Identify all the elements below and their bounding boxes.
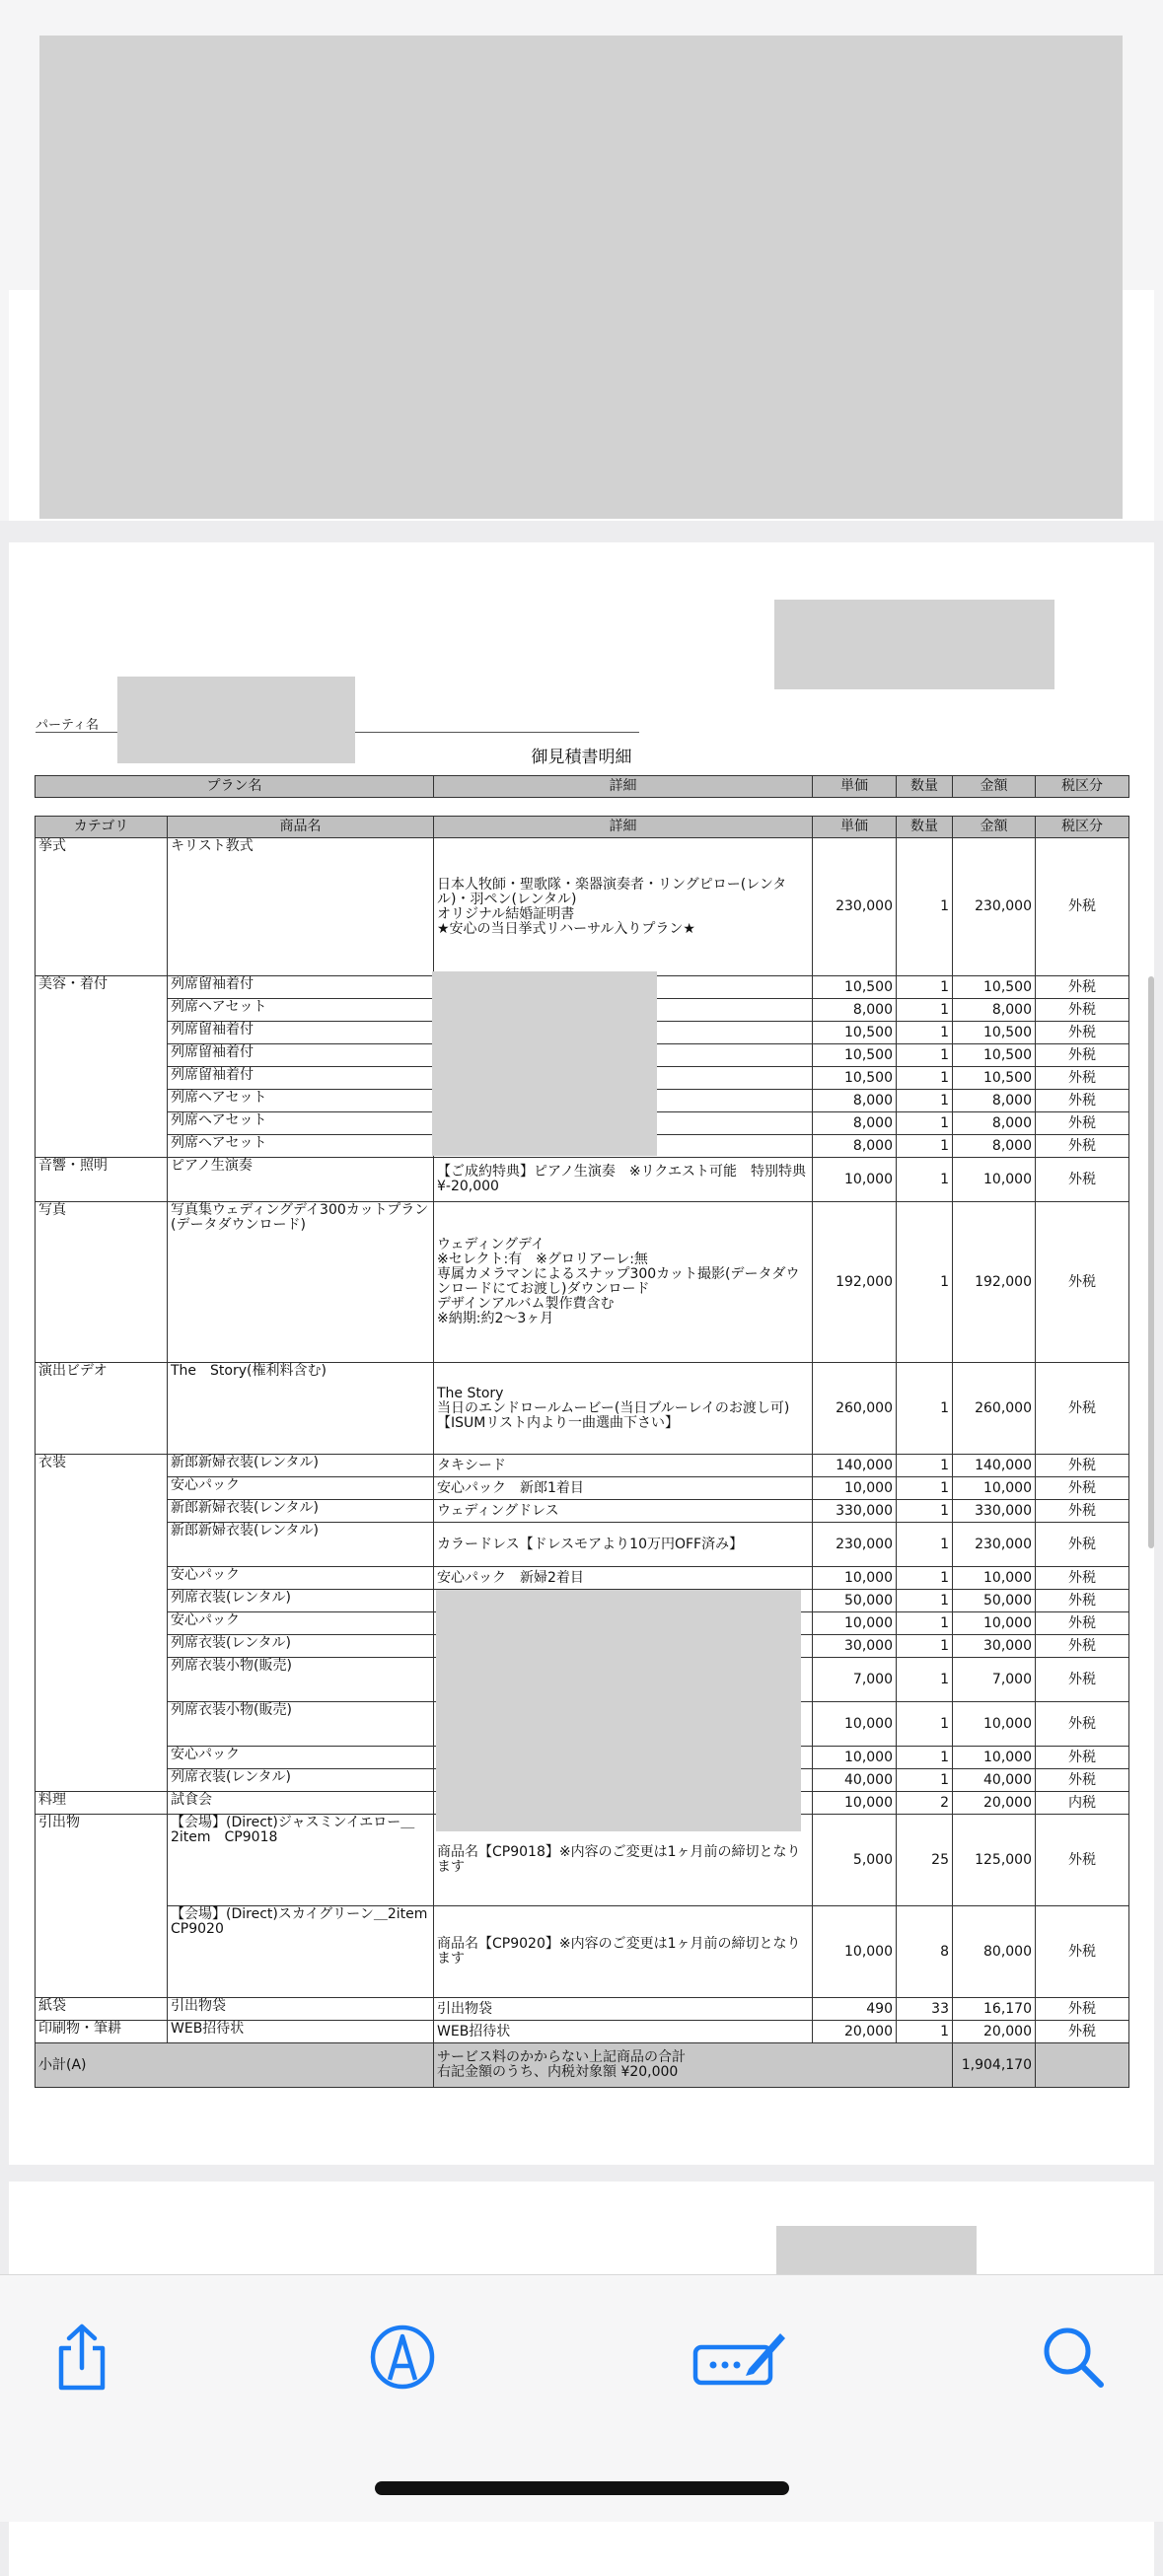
quantity-cell: 1 bbox=[897, 1022, 953, 1044]
item-header-cell: 税区分 bbox=[1036, 817, 1129, 838]
product-name-cell: キリスト教式 bbox=[168, 838, 434, 976]
unit-price-cell: 140,000 bbox=[813, 1455, 897, 1477]
product-name-cell: 写真集ウェディングデイ300カットプラン(データダウンロード) bbox=[168, 1202, 434, 1363]
amount-cell: 230,000 bbox=[953, 1523, 1036, 1567]
category-cell: 料理 bbox=[36, 1792, 168, 1815]
unit-price-cell: 20,000 bbox=[813, 2021, 897, 2043]
tax-class-cell: 外税 bbox=[1036, 1658, 1129, 1702]
unit-price-cell: 260,000 bbox=[813, 1363, 897, 1455]
unit-price-cell: 10,000 bbox=[813, 1747, 897, 1769]
quantity-cell: 1 bbox=[897, 1658, 953, 1702]
unit-price-cell: 10,000 bbox=[813, 1158, 897, 1202]
category-cell: 挙式 bbox=[36, 838, 168, 976]
quantity-cell: 1 bbox=[897, 1455, 953, 1477]
quantity-cell: 1 bbox=[897, 1044, 953, 1067]
tax-class-cell: 外税 bbox=[1036, 1747, 1129, 1769]
unit-price-cell: 50,000 bbox=[813, 1590, 897, 1612]
scrollbar[interactable] bbox=[1148, 976, 1154, 1548]
amount-cell: 8,000 bbox=[953, 1090, 1036, 1112]
amount-cell: 10,500 bbox=[953, 1067, 1036, 1090]
tax-class-cell: 外税 bbox=[1036, 1612, 1129, 1635]
unit-price-cell: 10,000 bbox=[813, 1477, 897, 1500]
table-row bbox=[36, 1567, 1129, 1590]
tax-class-cell: 外税 bbox=[1036, 1702, 1129, 1747]
quantity-cell: 2 bbox=[897, 1792, 953, 1815]
product-name-cell: 列席留袖着付 bbox=[168, 1044, 434, 1067]
share-icon[interactable] bbox=[42, 2318, 121, 2397]
quantity-cell: 1 bbox=[897, 1567, 953, 1590]
amount-cell: 80,000 bbox=[953, 1906, 1036, 1998]
tax-class-cell: 外税 bbox=[1036, 999, 1129, 1022]
item-header-cell: 商品名 bbox=[168, 817, 434, 838]
amount-cell: 10,000 bbox=[953, 1158, 1036, 1202]
category-cell: 演出ビデオ bbox=[36, 1363, 168, 1455]
tax-class-cell: 内税 bbox=[1036, 1792, 1129, 1815]
tax-class-cell: 外税 bbox=[1036, 1500, 1129, 1523]
quantity-cell: 1 bbox=[897, 1612, 953, 1635]
unit-price-cell: 10,000 bbox=[813, 1792, 897, 1815]
product-name-cell: 安心パック bbox=[168, 1567, 434, 1590]
amount-cell: 10,000 bbox=[953, 1567, 1036, 1590]
document-title: 御見積書明細 bbox=[531, 748, 632, 767]
unit-price-cell: 230,000 bbox=[813, 838, 897, 976]
amount-cell: 10,000 bbox=[953, 1477, 1036, 1500]
amount-cell: 10,000 bbox=[953, 1612, 1036, 1635]
quantity-cell: 1 bbox=[897, 1477, 953, 1500]
plan-header-cell: 税区分 bbox=[1036, 776, 1129, 798]
amount-cell: 260,000 bbox=[953, 1363, 1036, 1455]
product-name-cell: 安心パック bbox=[168, 1747, 434, 1769]
unit-price-cell: 10,500 bbox=[813, 1067, 897, 1090]
quantity-cell: 1 bbox=[897, 1112, 953, 1135]
search-icon[interactable] bbox=[1034, 2318, 1113, 2397]
tax-class-cell: 外税 bbox=[1036, 2021, 1129, 2043]
tax-class-cell: 外税 bbox=[1036, 1067, 1129, 1090]
table-row bbox=[36, 1158, 1129, 1202]
amount-cell: 125,000 bbox=[953, 1815, 1036, 1906]
table-row bbox=[36, 1500, 1129, 1523]
amount-cell: 40,000 bbox=[953, 1769, 1036, 1792]
detail-cell: 商品名【CP9018】※内容のご変更は1ヶ月前の締切となります bbox=[434, 1815, 813, 1906]
tax-class-cell: 外税 bbox=[1036, 1523, 1129, 1567]
table-row bbox=[36, 1523, 1129, 1567]
product-name-cell: WEB招待状 bbox=[168, 2021, 434, 2043]
detail-cell: ウェディングデイ ※セレクト:有 ※グロリアーレ:無 専属カメラマンによるスナップ300カット撮影(データダウンロードにてお渡し)ダウンロード デザインアルバム製作費含む ※納期:約2〜3ヶ月 bbox=[434, 1202, 813, 1363]
tax-class-cell: 外税 bbox=[1036, 1769, 1129, 1792]
plan-header-cell: プラン名 bbox=[36, 776, 434, 798]
unit-price-cell: 7,000 bbox=[813, 1658, 897, 1702]
tax-class-cell: 外税 bbox=[1036, 1635, 1129, 1658]
product-name-cell: 新郎新婦衣装(レンタル) bbox=[168, 1500, 434, 1523]
category-cell: 引出物 bbox=[36, 1815, 168, 1998]
subtotal-amount: 1,904,170 bbox=[953, 2043, 1036, 2088]
amount-cell: 16,170 bbox=[953, 1998, 1036, 2021]
product-name-cell: 安心パック bbox=[168, 1477, 434, 1500]
unit-price-cell: 490 bbox=[813, 1998, 897, 2021]
product-name-cell: 列席衣装小物(販売) bbox=[168, 1658, 434, 1702]
quantity-cell: 1 bbox=[897, 1202, 953, 1363]
detail-cell: 安心パック 新郎1着目 bbox=[434, 1477, 813, 1500]
unit-price-cell: 192,000 bbox=[813, 1202, 897, 1363]
unit-price-cell: 5,000 bbox=[813, 1815, 897, 1906]
unit-price-cell: 230,000 bbox=[813, 1523, 897, 1567]
unit-price-cell: 40,000 bbox=[813, 1769, 897, 1792]
product-name-cell: 列席衣装(レンタル) bbox=[168, 1769, 434, 1792]
quantity-cell: 1 bbox=[897, 1590, 953, 1612]
product-name-cell: 列席ヘアセット bbox=[168, 1112, 434, 1135]
quantity-cell: 33 bbox=[897, 1998, 953, 2021]
tax-class-cell: 外税 bbox=[1036, 1815, 1129, 1906]
unit-price-cell: 10,000 bbox=[813, 1906, 897, 1998]
unit-price-cell: 10,500 bbox=[813, 1022, 897, 1044]
product-name-cell: 【会場】(Direct)スカイグリーン＿2item CP9020 bbox=[168, 1906, 434, 1998]
amount-cell: 20,000 bbox=[953, 2021, 1036, 2043]
product-name-cell: 列席留袖着付 bbox=[168, 976, 434, 999]
tax-class-cell: 外税 bbox=[1036, 1455, 1129, 1477]
quantity-cell: 1 bbox=[897, 1635, 953, 1658]
plan-header-table bbox=[35, 775, 1129, 798]
amount-cell: 192,000 bbox=[953, 1202, 1036, 1363]
detail-cell: The Story 当日のエンドロールムービー(当日ブルーレイのお渡し可) 【ISUMリスト内より一曲選曲下さい】 bbox=[434, 1363, 813, 1455]
amount-cell: 20,000 bbox=[953, 1792, 1036, 1815]
tax-class-cell: 外税 bbox=[1036, 838, 1129, 976]
unit-price-cell: 10,500 bbox=[813, 976, 897, 999]
category-cell: 紙袋 bbox=[36, 1998, 168, 2021]
category-cell: 印刷物・筆耕 bbox=[36, 2021, 168, 2043]
quantity-cell: 1 bbox=[897, 1523, 953, 1567]
tax-class-cell: 外税 bbox=[1036, 1022, 1129, 1044]
tax-class-cell: 外税 bbox=[1036, 1363, 1129, 1455]
markup-icon[interactable] bbox=[363, 2318, 442, 2397]
unit-price-cell: 10,000 bbox=[813, 1567, 897, 1590]
detail-cell: ウェディングドレス bbox=[434, 1500, 813, 1523]
product-name-cell: 新郎新婦衣装(レンタル) bbox=[168, 1455, 434, 1477]
product-name-cell: The Story(権利料含む) bbox=[168, 1363, 434, 1455]
signature-icon[interactable] bbox=[691, 2318, 789, 2397]
previous-page bbox=[0, 0, 1163, 521]
quantity-cell: 1 bbox=[897, 1135, 953, 1158]
amount-cell: 10,000 bbox=[953, 1702, 1036, 1747]
detail-cell: タキシード bbox=[434, 1455, 813, 1477]
amount-cell: 10,500 bbox=[953, 976, 1036, 999]
quantity-cell: 1 bbox=[897, 999, 953, 1022]
quantity-cell: 25 bbox=[897, 1815, 953, 1906]
unit-price-cell: 8,000 bbox=[813, 999, 897, 1022]
product-name-cell: 【会場】(Direct)ジャスミンイエロー＿2item CP9018 bbox=[168, 1815, 434, 1906]
amount-cell: 140,000 bbox=[953, 1455, 1036, 1477]
item-header-cell: 単価 bbox=[813, 817, 897, 838]
product-name-cell: 列席ヘアセット bbox=[168, 1090, 434, 1112]
quantity-cell: 1 bbox=[897, 1702, 953, 1747]
category-cell: 衣装 bbox=[36, 1455, 168, 1792]
subtotal-row bbox=[36, 2043, 1129, 2088]
unit-price-cell: 8,000 bbox=[813, 1135, 897, 1158]
amount-cell: 10,500 bbox=[953, 1022, 1036, 1044]
product-name-cell: 引出物袋 bbox=[168, 1998, 434, 2021]
detail-cell: 日本人牧師・聖歌隊・楽器演奏者・リングピロー(レンタル)・羽ペン(レンタル) オリジナル結婚証明書 ★安心の当日挙式リハーサル入りプラン★ bbox=[434, 838, 813, 976]
amount-cell: 330,000 bbox=[953, 1500, 1036, 1523]
quantity-cell: 1 bbox=[897, 1090, 953, 1112]
product-name-cell: 列席衣装小物(販売) bbox=[168, 1702, 434, 1747]
unit-price-cell: 330,000 bbox=[813, 1500, 897, 1523]
tax-class-cell: 外税 bbox=[1036, 1158, 1129, 1202]
quantity-cell: 8 bbox=[897, 1906, 953, 1998]
amount-cell: 50,000 bbox=[953, 1590, 1036, 1612]
tax-class-cell: 外税 bbox=[1036, 1135, 1129, 1158]
amount-cell: 10,000 bbox=[953, 1747, 1036, 1769]
quantity-cell: 1 bbox=[897, 976, 953, 999]
amount-cell: 7,000 bbox=[953, 1658, 1036, 1702]
estimate-page bbox=[9, 542, 1154, 2165]
product-name-cell: ピアノ生演奏 bbox=[168, 1158, 434, 1202]
quantity-cell: 1 bbox=[897, 1363, 953, 1455]
table-row bbox=[36, 1906, 1129, 1998]
home-indicator[interactable] bbox=[375, 2481, 789, 2495]
product-name-cell: 新郎新婦衣装(レンタル) bbox=[168, 1523, 434, 1567]
redacted-block bbox=[436, 1590, 801, 1831]
item-header-cell: 数量 bbox=[897, 817, 953, 838]
category-cell: 音響・照明 bbox=[36, 1158, 168, 1202]
product-name-cell: 列席ヘアセット bbox=[168, 1135, 434, 1158]
product-name-cell: 列席衣装(レンタル) bbox=[168, 1635, 434, 1658]
unit-price-cell: 10,000 bbox=[813, 1702, 897, 1747]
category-cell: 写真 bbox=[36, 1202, 168, 1363]
amount-cell: 8,000 bbox=[953, 1112, 1036, 1135]
tax-class-cell: 外税 bbox=[1036, 1044, 1129, 1067]
plan-header-cell: 数量 bbox=[897, 776, 953, 798]
amount-cell: 230,000 bbox=[953, 838, 1036, 976]
tax-class-cell: 外税 bbox=[1036, 1112, 1129, 1135]
subtotal-tax-cell bbox=[1036, 2043, 1129, 2088]
unit-price-cell: 8,000 bbox=[813, 1090, 897, 1112]
subtotal-label: 小計(A) bbox=[36, 2043, 434, 2088]
tax-class-cell: 外税 bbox=[1036, 976, 1129, 999]
tax-class-cell: 外税 bbox=[1036, 1906, 1129, 1998]
table-row bbox=[36, 1998, 1129, 2021]
table-row bbox=[36, 1455, 1129, 1477]
product-name-cell: 列席留袖着付 bbox=[168, 1022, 434, 1044]
product-name-cell: 列席ヘアセット bbox=[168, 999, 434, 1022]
detail-cell: 引出物袋 bbox=[434, 1998, 813, 2021]
detail-cell: カラードレス【ドレスモアより10万円OFF済み】 bbox=[434, 1523, 813, 1567]
redacted-block bbox=[774, 600, 1054, 689]
quantity-cell: 1 bbox=[897, 1158, 953, 1202]
product-name-cell: 列席留袖着付 bbox=[168, 1067, 434, 1090]
amount-cell: 10,500 bbox=[953, 1044, 1036, 1067]
unit-price-cell: 10,000 bbox=[813, 1612, 897, 1635]
product-name-cell: 列席衣装(レンタル) bbox=[168, 1590, 434, 1612]
unit-price-cell: 30,000 bbox=[813, 1635, 897, 1658]
quantity-cell: 1 bbox=[897, 1500, 953, 1523]
table-row bbox=[36, 1477, 1129, 1500]
table-row bbox=[36, 2021, 1129, 2043]
tax-class-cell: 外税 bbox=[1036, 1998, 1129, 2021]
tax-class-cell: 外税 bbox=[1036, 1567, 1129, 1590]
quantity-cell: 1 bbox=[897, 838, 953, 976]
tax-class-cell: 外税 bbox=[1036, 1477, 1129, 1500]
party-label: パーティ名 bbox=[36, 718, 99, 733]
table-row bbox=[36, 1363, 1129, 1455]
tax-class-cell: 外税 bbox=[1036, 1090, 1129, 1112]
plan-header-cell: 単価 bbox=[813, 776, 897, 798]
plan-header-cell: 詳細 bbox=[434, 776, 813, 798]
detail-cell: 【ご成約特典】ピアノ生演奏 ※リクエスト可能 特別特典¥-20,000 bbox=[434, 1158, 813, 1202]
amount-cell: 30,000 bbox=[953, 1635, 1036, 1658]
amount-cell: 8,000 bbox=[953, 1135, 1036, 1158]
redacted-block bbox=[39, 36, 1123, 519]
detail-cell: 安心パック 新婦2着目 bbox=[434, 1567, 813, 1590]
subtotal-detail: サービス料のかからない上記商品の合計 右記金額のうち、内税対象額 ¥20,000 bbox=[434, 2043, 953, 2088]
unit-price-cell: 10,500 bbox=[813, 1044, 897, 1067]
item-header-cell: 詳細 bbox=[434, 817, 813, 838]
table-row bbox=[36, 1202, 1129, 1363]
tax-class-cell: 外税 bbox=[1036, 1590, 1129, 1612]
item-header-cell: 金額 bbox=[953, 817, 1036, 838]
detail-cell: 商品名【CP9020】※内容のご変更は1ヶ月前の締切となります bbox=[434, 1906, 813, 1998]
item-header-cell: カテゴリ bbox=[36, 817, 168, 838]
product-name-cell: 試食会 bbox=[168, 1792, 434, 1815]
plan-header-cell: 金額 bbox=[953, 776, 1036, 798]
quantity-cell: 1 bbox=[897, 1067, 953, 1090]
product-name-cell: 安心パック bbox=[168, 1612, 434, 1635]
redacted-block bbox=[432, 971, 657, 1156]
tax-class-cell: 外税 bbox=[1036, 1202, 1129, 1363]
detail-cell: WEB招待状 bbox=[434, 2021, 813, 2043]
quantity-cell: 1 bbox=[897, 2021, 953, 2043]
amount-cell: 8,000 bbox=[953, 999, 1036, 1022]
quantity-cell: 1 bbox=[897, 1747, 953, 1769]
table-row bbox=[36, 838, 1129, 976]
category-cell: 美容・着付 bbox=[36, 976, 168, 1158]
unit-price-cell: 8,000 bbox=[813, 1112, 897, 1135]
quantity-cell: 1 bbox=[897, 1769, 953, 1792]
